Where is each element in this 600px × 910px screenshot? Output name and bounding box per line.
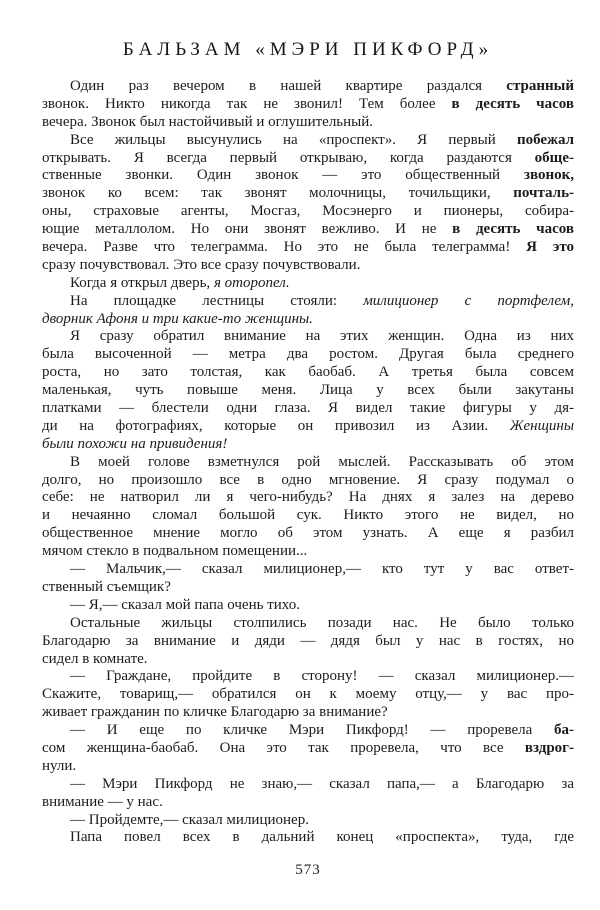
text-segment: в десять часов (451, 95, 575, 112)
text-segment: ственные звонки. Один звонок — это общественный (42, 167, 524, 184)
text-segment: обще- (534, 149, 574, 166)
text-line (42, 239, 574, 257)
text-line (42, 328, 574, 346)
text-segment: почталь- (513, 185, 574, 202)
text-segment: оны, страховые агенты, Мосгаз, Мосэнерго и пионеры, собира- (42, 203, 574, 220)
text-segment: В моей голове взметнулся рой мыслей. Рассказывать об этом (70, 453, 574, 470)
text-line (42, 615, 574, 633)
text-segment: сом женщина-баобаб. Она это так проревела, что все (42, 739, 525, 756)
text-line (42, 275, 574, 293)
text-line (42, 454, 574, 472)
text-line (42, 150, 574, 168)
text-segment: вечера. Звонок был настойчивый и оглушительный. (42, 113, 374, 130)
text-segment: долго, но произошло все в одно мгновение. Я сразу подумал о (42, 471, 574, 488)
text-line (42, 561, 574, 579)
text-segment: странный (506, 78, 574, 94)
text-segment-italic: дворник Афоня и три какие-то женщины. (42, 310, 313, 327)
story-title: БАЛЬЗАМ «МЭРИ ПИКФОРД» (122, 39, 494, 60)
text-segment: общественное мнение могло об этом узнать. А еще я разбил (42, 525, 574, 542)
text-segment: Остальные жильцы столпились позади нас. Не было только (70, 614, 574, 631)
text-line (42, 132, 574, 150)
text-line (42, 346, 574, 364)
text-segment: Я это (526, 239, 574, 256)
text-segment: открывать. Я всегда первый открываю, когда раздаются (42, 149, 535, 166)
text-line (42, 543, 574, 561)
text-line (42, 257, 574, 275)
text-line (42, 293, 574, 311)
text-segment: звонок, (523, 167, 574, 184)
text-segment: Я сразу обратил внимание на этих женщин. Одна из них (70, 328, 574, 345)
text-segment: и нечаянно сломал большой сук. Никто этого не видел, но (42, 507, 574, 524)
text-segment: вздрог- (524, 739, 574, 756)
text-line (42, 668, 574, 686)
text-line (42, 436, 574, 454)
text-line (42, 722, 574, 740)
text-segment: ственный съемщик? (42, 578, 171, 595)
text-line (42, 221, 574, 239)
text-segment: — Граждане, пройдите в сторону! — сказал милиционер.— (70, 668, 574, 685)
text-segment: была высоченной — метра два ростом. Другая была среднего (42, 346, 574, 363)
text-line (42, 758, 574, 776)
text-line (42, 78, 574, 96)
text-segment: Благодарю за внимание и дяди — дядя был у нас в гостях, но (42, 632, 574, 649)
text-segment: ба- (554, 722, 574, 739)
text-segment-italic: были похожи на привидения! (42, 435, 228, 452)
text-segment: Скажите, товарищ,— обратился он к моему отцу,— у вас про- (42, 686, 574, 703)
text-segment: внимание — у нас. (42, 793, 163, 810)
text-line (42, 829, 574, 847)
text-segment: побежал (516, 131, 574, 148)
text-line (42, 382, 574, 400)
text-line (42, 364, 574, 382)
text-line (42, 507, 574, 525)
text-line (42, 167, 574, 185)
text-line (42, 203, 574, 221)
text-segment: ди на фотографиях, которые он привозил из Азии. (42, 417, 510, 434)
text-line (42, 651, 574, 669)
text-line (42, 96, 574, 114)
text-segment: в десять часов (452, 221, 575, 238)
text-segment: звонок. Никто никогда так не звонил! Тем более (42, 95, 452, 112)
text-line (42, 812, 574, 830)
text-segment: сразу почувствовал. Это все сразу почувствовали. (42, 256, 361, 273)
text-line (42, 311, 574, 329)
text-line (42, 597, 574, 615)
text-line (42, 740, 574, 758)
page-number: 573 (295, 862, 321, 879)
text-segment: роста, но зато толстая, как баобаб. А третья была совсем (42, 364, 574, 381)
text-segment: платками — блестели одни глаза. Я видел такие фигуры у дя- (42, 400, 574, 417)
text-segment-italic: милиционер с портфелем, (363, 292, 574, 309)
text-segment: маленькая, чуть повыше меня. Лица у всех были закутаны (42, 382, 574, 399)
text-segment: Когда я открыл дверь, (70, 274, 214, 291)
text-segment: Все жильцы высунулись на «проспект». Я первый (70, 131, 517, 148)
text-segment: — Я,— сказал мой папа очень тихо. (70, 596, 300, 613)
text-line (42, 418, 574, 436)
text-segment: — Пройдемте,— сказал милиционер. (70, 811, 309, 828)
text-segment: — Мэри Пикфорд не знаю,— сказал папа,— а Благодарю за (70, 775, 574, 792)
text-line (42, 794, 574, 812)
text-segment: живает гражданин по кличке Благодарю за внимание? (42, 704, 388, 721)
text-segment: вечера. Разве что телеграмма. Но это не была телеграмма! (42, 239, 527, 256)
text-segment: сидел в комнате. (42, 650, 148, 667)
text-line (42, 185, 574, 203)
text-segment: Один раз вечером в нашей квартире раздался (70, 78, 507, 94)
text-line (42, 400, 574, 418)
text-segment: — И еще по кличке Мэри Пикфорд! — проревела (70, 722, 554, 739)
text-segment-italic: Женщины (509, 417, 574, 434)
text-segment: мячом стекло в подвальном помещении... (42, 543, 308, 560)
text-line (42, 704, 574, 722)
text-line (42, 472, 574, 490)
text-segment-italic: я оторопел. (213, 274, 290, 291)
text-line (42, 776, 574, 794)
text-segment: звонок ко всем: так звонят молочницы, точильщики, (42, 185, 514, 202)
text-segment: ющие металлолом. Но они звонят вежливо. И не (42, 221, 453, 238)
text-block (42, 78, 574, 847)
text-line (42, 489, 574, 507)
text-line (42, 633, 574, 651)
text-segment: нули. (42, 757, 77, 774)
text-segment: На площадке лестницы стояли: (70, 292, 364, 309)
text-segment: Папа повел всех в дальний конец «проспекта», туда, где (70, 829, 574, 846)
text-line (42, 579, 574, 597)
text-line (42, 525, 574, 543)
text-line (42, 114, 574, 132)
text-segment: себе: не натворил ли я чего-нибудь? На днях я залез на дерево (42, 489, 574, 506)
text-line (42, 686, 574, 704)
text-segment: — Мальчик,— сказал милиционер,— кто тут у вас ответ- (70, 561, 574, 578)
